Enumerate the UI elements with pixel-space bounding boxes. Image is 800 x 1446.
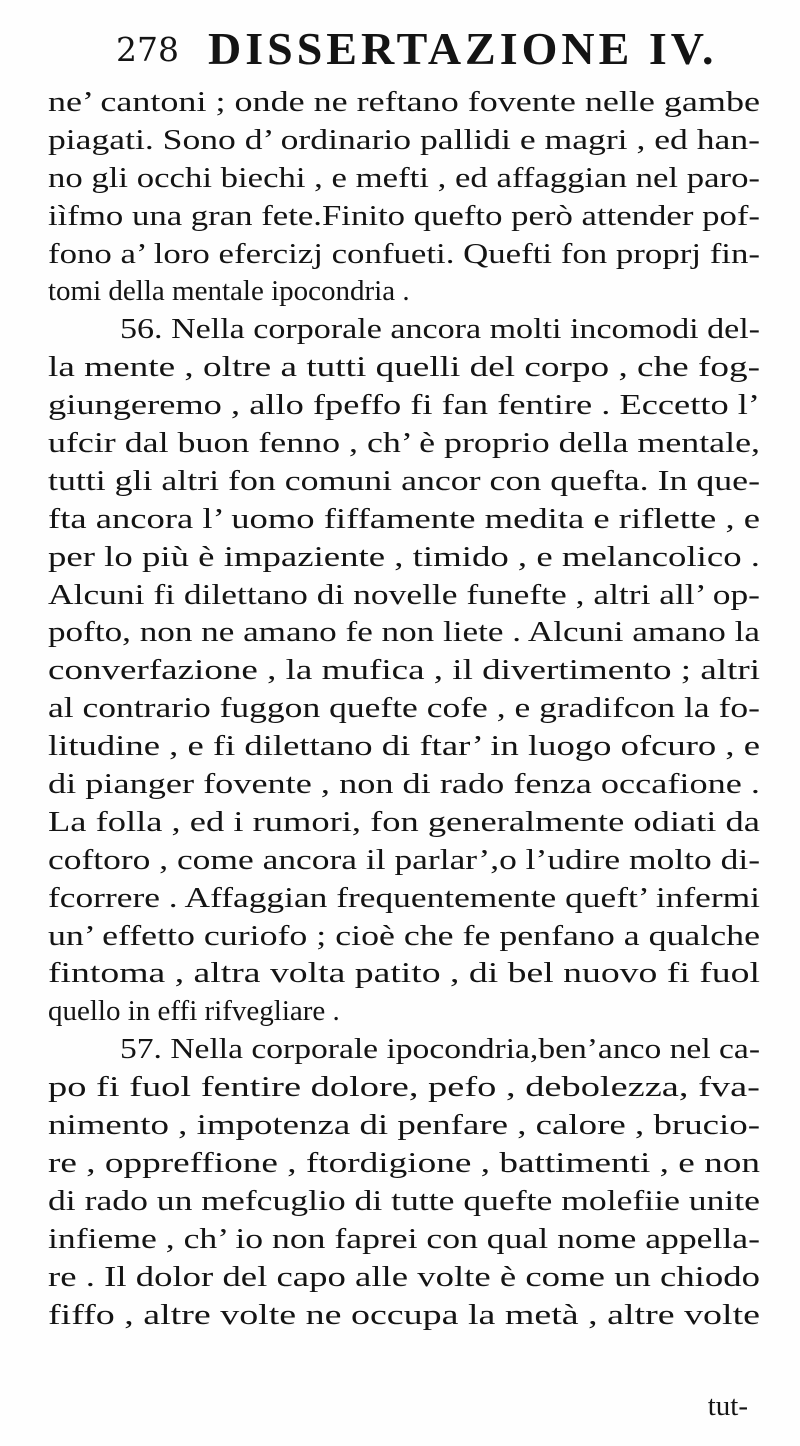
text-line: Alcuni fi dilettano di novelle funefte , altri all’ op- (48, 578, 760, 611)
text-line: fintoma , altra volta patito , di bel nuovo fi fuol (48, 957, 760, 990)
text-line: litudine , e fi dilettano di ftar’ in luogo ofcuro , e (48, 730, 760, 763)
text-line: iìfmo una gran fete.Finito quefto però attender pof- (48, 199, 760, 232)
text-line: tutti gli altri fon comuni ancor con quefta. In que- (48, 464, 760, 497)
text-line: infieme , ch’ io non faprei con qual nome appella- (48, 1222, 760, 1255)
catchword: tut- (707, 1390, 748, 1422)
text-line: per lo più è impaziente , timido , e melancolico . (48, 540, 760, 573)
paragraph-start-line: 56. Nella corporale ancora molti incomodi del- (120, 313, 760, 346)
text-line: la mente , oltre a tutti quelli del corpo , che fog- (48, 351, 760, 384)
text-line: di pianger fovente , non di rado fenza occafione . (48, 768, 760, 801)
text-line: fono a’ loro efercizj confueti. Quefti fon proprj fin- (48, 237, 760, 270)
text-line: converfazione , la mufica , il divertimento ; altri (48, 654, 760, 687)
text-line: giungeremo , allo fpeffo fi fan fentire . Eccetto l’ (48, 389, 760, 422)
text-line: tomi della mentale ipocondria . (48, 275, 410, 308)
text-line: no gli occhi biechi , e mefti , ed affaggian nel paro- (48, 161, 760, 194)
page-number: 278 (116, 30, 179, 69)
text-line: un’ effetto curiofo ; cioè che fe penfano a qualche (48, 919, 760, 952)
text-line: ufcir dal buon fenno , ch’ è proprio della mentale, (48, 427, 760, 460)
text-line: fcorrere . Affaggian frequentemente queft’ infermi (48, 881, 760, 914)
text-line: re . Il dolor del capo alle volte è come un chiodo (48, 1260, 760, 1293)
text-line: fta ancora l’ uomo fiffamente medita e riflette , e (48, 502, 760, 535)
text-line: po fi fuol fentire dolore, pefo , debolezza, fva- (48, 1071, 760, 1104)
running-head (80, 16, 780, 74)
body-text (48, 84, 760, 1334)
text-line: fiffo , altre volte ne occupa la metà , altre volte (48, 1298, 760, 1331)
text-line: nimento , impotenza di penfare , calore , brucio- (48, 1109, 760, 1142)
text-line: ne’ cantoni ; onde ne reftano fovente nelle gambe (48, 86, 760, 118)
text-line: piagati. Sono d’ ordinario pallidi e magri , ed han- (48, 123, 760, 156)
running-title: DISSERTAZIONE IV. (208, 23, 718, 74)
paragraph-start-line: 57. Nella corporale ipocondria,ben’anco nel ca- (120, 1033, 760, 1066)
text-line: al contrario fuggon quefte cofe , e gradifcon la fo- (48, 692, 760, 725)
text-line: coftoro , come ancora il parlar’,o l’udire molto di- (48, 843, 760, 876)
text-line: pofto, non ne amano fe non liete . Alcuni amano la (48, 616, 760, 649)
text-line: La folla , ed i rumori, fon generalmente odiati da (48, 805, 760, 838)
text-line: di rado un mefcuglio di tutte quefte molefiie unite (48, 1184, 760, 1217)
text-line: re , oppreffione , ftordigione , battimenti , e non (48, 1146, 760, 1179)
text-line: quello in effi rifvegliare . (48, 995, 340, 1028)
